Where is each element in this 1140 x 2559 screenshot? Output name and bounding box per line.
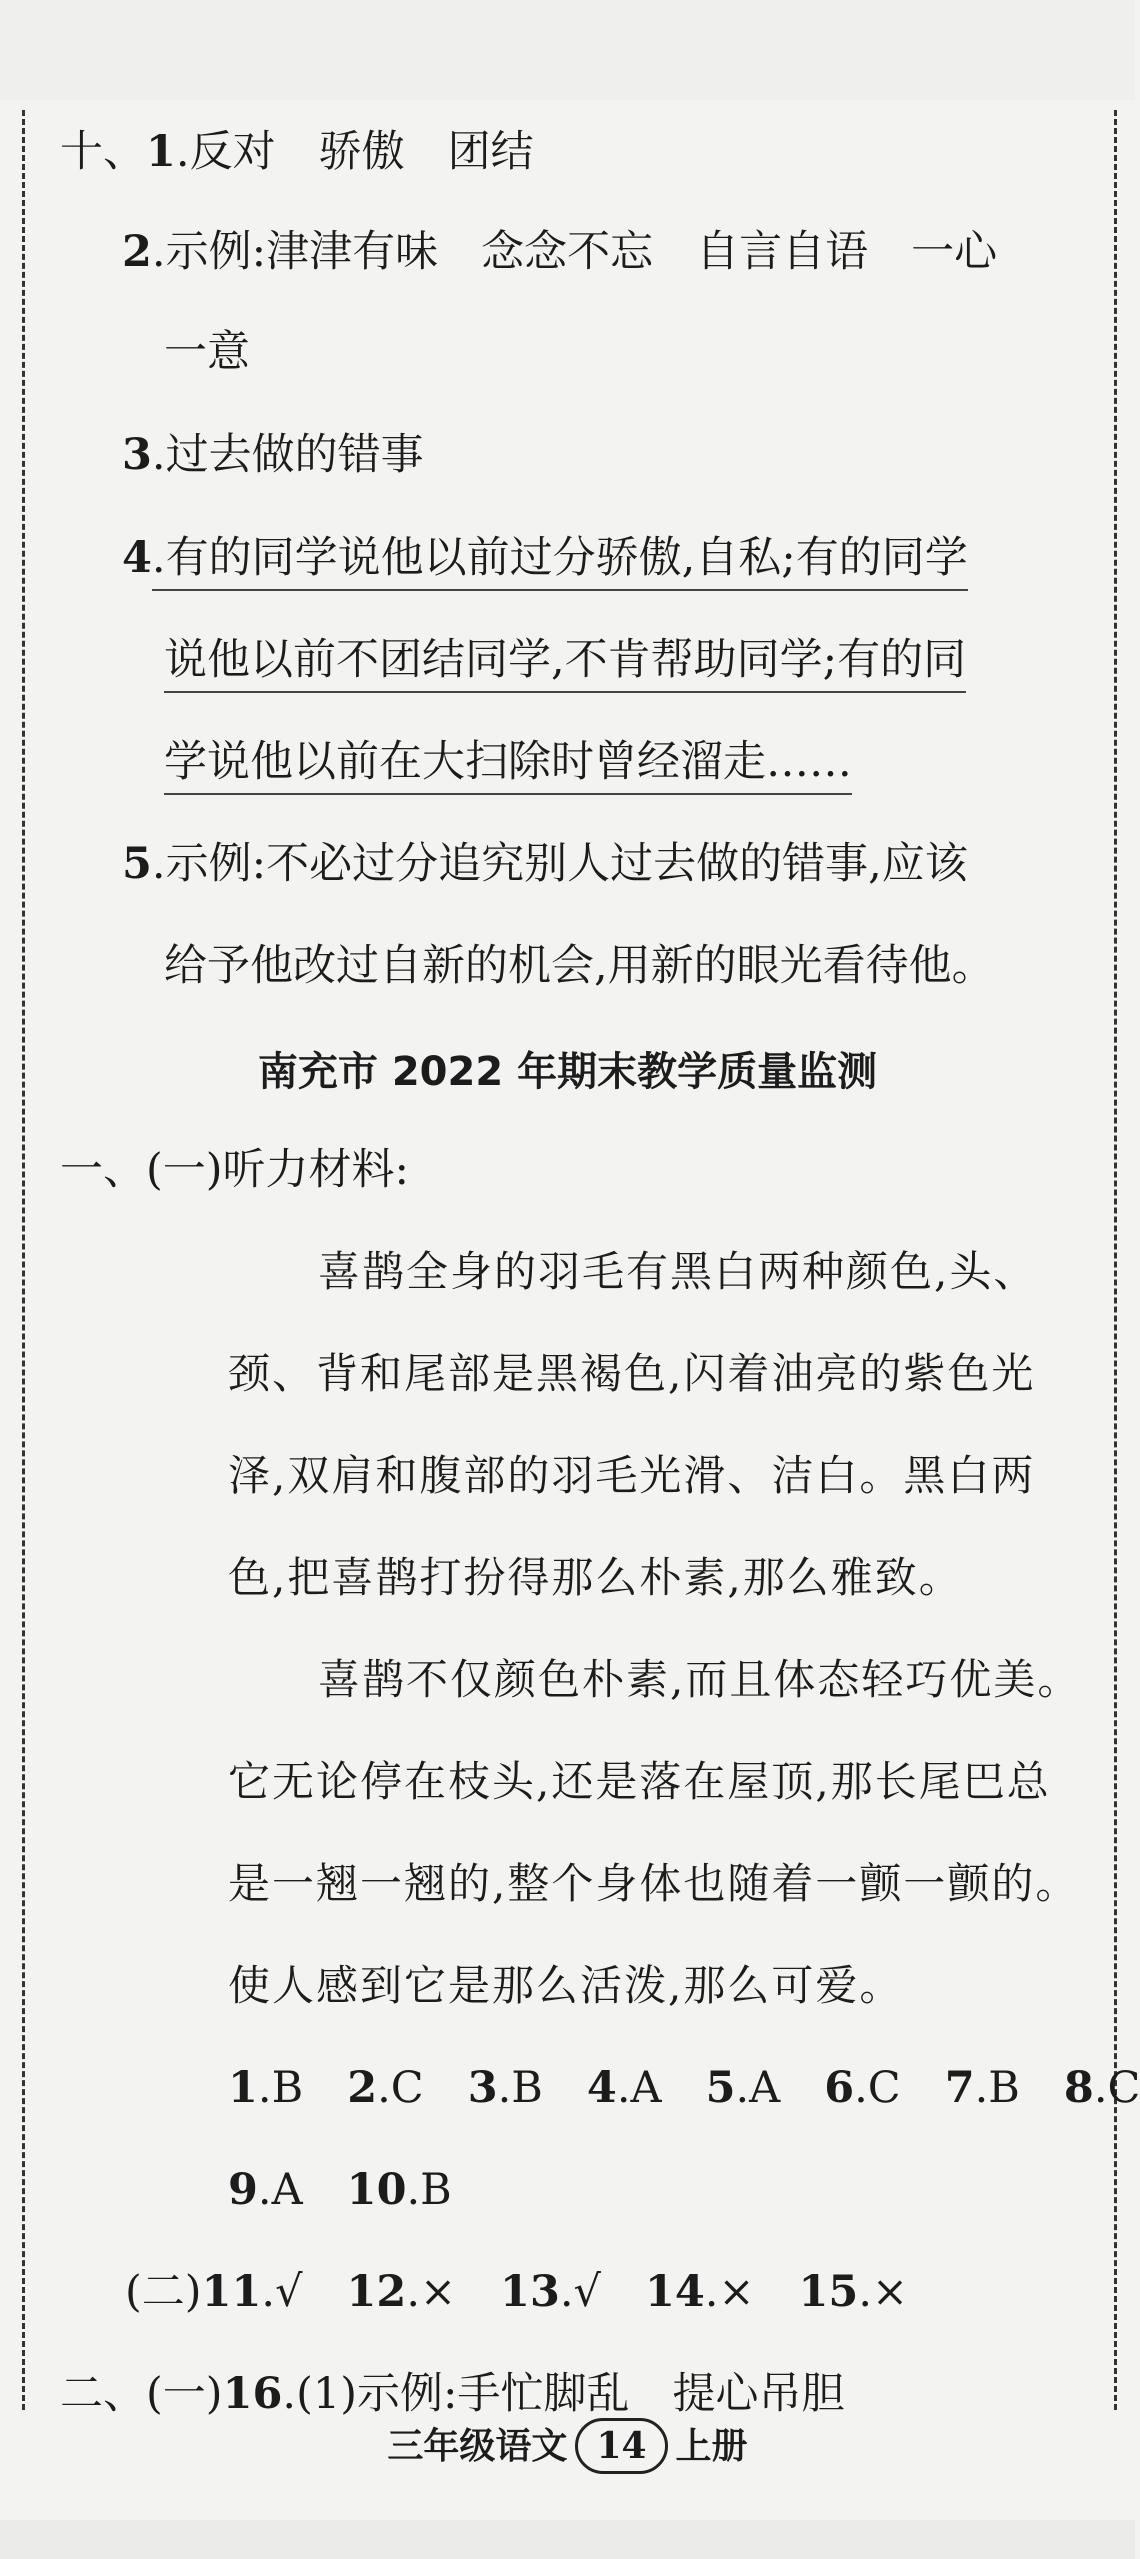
page-footer — [0, 2418, 1135, 2474]
passage2-line4: 使人感到它是那么活泼,那么可爱。 — [228, 1961, 904, 2010]
s10-q5-cont — [164, 936, 995, 996]
q-text: .示例:津津有味 念念不忘 自言自语 一心 — [151, 227, 998, 277]
q-text: .示例:不必过分追究别人过去做的错事,应该 — [151, 839, 968, 889]
answer-item: 8.C — [1063, 2063, 1140, 2113]
passage2-line1: 喜鹊不仅颜色朴素,而且体态轻巧优美。 — [318, 1655, 1082, 1704]
q-number: 3 — [122, 430, 152, 480]
answer-item: 11.√ — [201, 2267, 303, 2317]
bottom-margin — [0, 2520, 1135, 2559]
s10-q2 — [122, 222, 997, 282]
q-text-underlined: 说他以前不团结同学,不肯帮助同学;有的同 — [164, 635, 966, 693]
s10-q4-cont2 — [164, 732, 852, 792]
answer-item: 12.× — [346, 2267, 457, 2317]
top-margin — [0, 0, 1135, 100]
answer-item: 15.× — [798, 2267, 909, 2317]
answer-item: 10.B — [346, 2165, 452, 2215]
q-text-underlined: 学说他以前在大扫除时曾经溜走…… — [164, 737, 852, 795]
passage1-line4: 色,把喜鹊打扮得那么朴素,那么雅致。 — [228, 1553, 963, 1602]
s10-q4-cont1 — [164, 630, 966, 690]
tf-head: (二) — [125, 2267, 202, 2317]
q-text: 一意 — [164, 327, 250, 377]
passage2-line2: 它无论停在枝头,还是落在屋顶,那长尾巴总 — [228, 1757, 1051, 1806]
q-number: 2 — [122, 227, 152, 277]
answer-item: 14.× — [644, 2267, 755, 2317]
q-number: 1 — [146, 127, 176, 177]
s10-q2-cont — [164, 322, 250, 382]
passage2-line3: 是一翘一翘的,整个身体也随着一颤一颤的。 — [228, 1859, 1080, 1908]
answer-item: 13.√ — [500, 2267, 601, 2317]
q-text-underlined: .有的同学说他以前过分骄傲,自私;有的同学 — [152, 533, 968, 591]
s10-q4 — [122, 528, 968, 588]
q-text: .(1)示例:手忙脚乱 提心吊胆 — [282, 2369, 845, 2419]
passage1-line2: 颈、背和尾部是黑褐色,闪着油亮的紫色光 — [228, 1349, 1036, 1398]
q-number: 16 — [222, 2369, 283, 2419]
answer-item: 6.C — [824, 2063, 901, 2113]
answer-item: 9.A — [228, 2165, 303, 2215]
left-dashed-border — [22, 110, 25, 2410]
part2-head: 二、(一) — [60, 2369, 223, 2419]
footer-volume: 上册 — [675, 2426, 748, 2467]
q-text: .过去做的错事 — [151, 430, 424, 480]
answer-item: 1.B — [228, 2063, 304, 2113]
footer-subject: 三年级语文 — [387, 2426, 568, 2467]
passage1-line3: 泽,双肩和腹部的羽毛光滑、洁白。黑白两 — [228, 1451, 1036, 1500]
s10-q1 — [60, 122, 534, 182]
s10-head: 十、 — [60, 127, 146, 177]
tf-answers-row — [125, 2262, 908, 2322]
q-text: 给予他改过自新的机会,用新的眼光看待他。 — [164, 941, 995, 991]
part2-q16 — [60, 2364, 844, 2424]
answer-item: 5.A — [705, 2063, 781, 2113]
s10-q3 — [122, 425, 424, 485]
passage1-line1: 喜鹊全身的羽毛有黑白两种颜色,头、 — [318, 1247, 1038, 1296]
answer-item: 7.B — [944, 2063, 1020, 2113]
mc-answers-row2 — [228, 2160, 496, 2220]
page-number: 14 — [575, 2418, 667, 2474]
mc-answers-row1 — [228, 2058, 1140, 2118]
answer-item: 4.A — [586, 2063, 662, 2113]
q-text: .反对 骄傲 团结 — [175, 127, 534, 177]
q-number: 4 — [122, 533, 152, 583]
answer-item: 2.C — [347, 2063, 424, 2113]
exam-title: 南充市 2022 年期末教学质量监测 — [257, 1049, 878, 1095]
part1-head: 一、(一)听力材料: — [60, 1145, 410, 1195]
answer-item: 3.B — [467, 2063, 543, 2113]
s10-q5 — [122, 834, 968, 894]
q-number: 5 — [122, 839, 152, 889]
